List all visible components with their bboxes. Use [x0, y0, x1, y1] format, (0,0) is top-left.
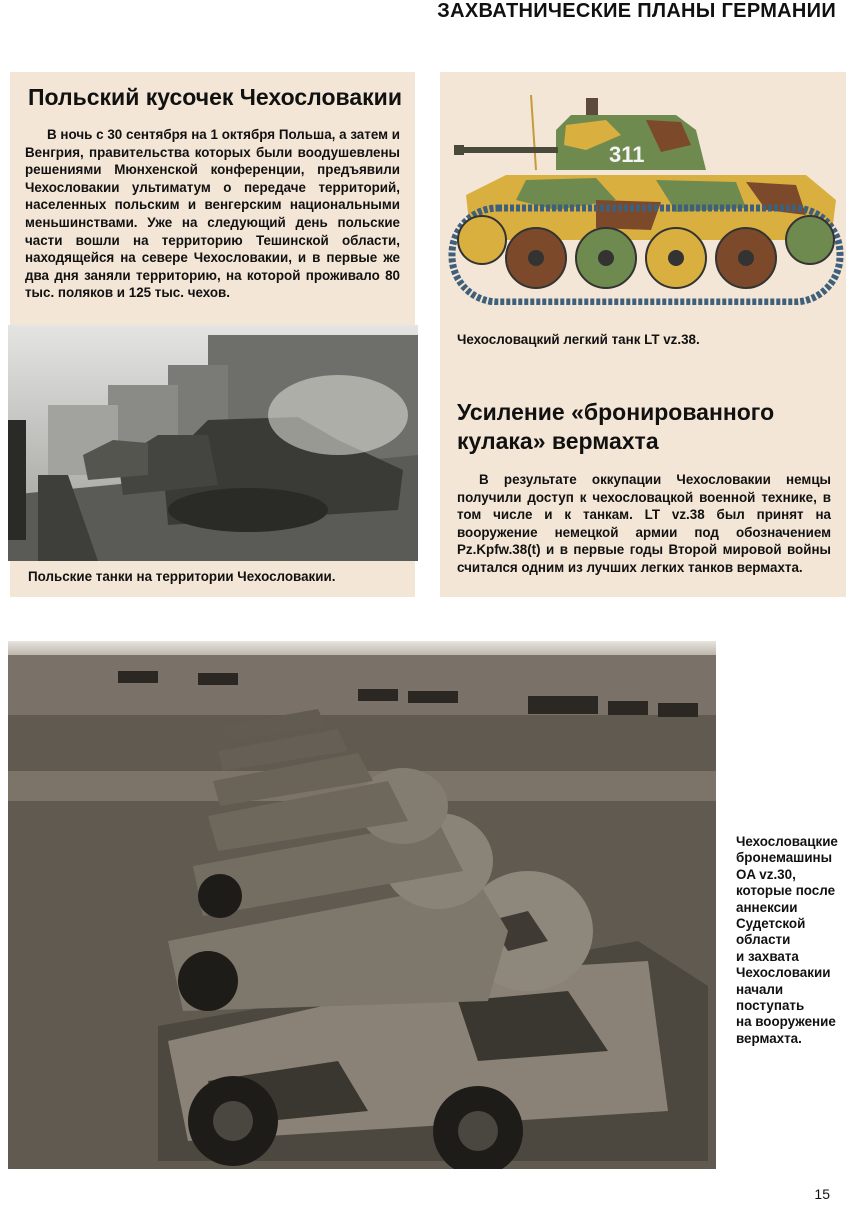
section-body-armored-fist: В результате оккупации Чехословакии немцы получили доступ к чехословацкой военной технике, в том числе и к танкам. LT vz.38 был принят на вооружение немецкой армии под обозначением Pz.Kpfw.38(t) и в первые годы Второй мировой войны считался одним из лучших легких танков вермахта.	[457, 472, 831, 575]
caption-line: вермахта.	[736, 1030, 802, 1046]
caption-line: поступать	[736, 998, 805, 1014]
turret-number: 311	[609, 142, 645, 167]
section-body-polish-piece: В ночь с 30 сентября на 1 октября Польша, а затем и Венгрия, правительства которых были воодушевлены решениями Мюнхенской конференции, предъявили Чехословакии ультиматум о передаче территорий, населенных польским и венгерским национальными меньшинствами. Уже на следующий день польские части вошли на территорию Тешинской области, находящейся на севере Чехословакии, и в первые же два дня заняли территорию, на которой проживало 80 тыс. поляков и 125 тыс. чехов.	[25, 127, 400, 301]
tank-illustration	[446, 90, 844, 305]
polish-tanks-photo	[8, 325, 418, 561]
running-head: ЗАХВАТНИЧЕСКИЕ ПЛАНЫ ГЕРМАНИИ	[437, 0, 836, 22]
caption-line: и захвата	[736, 948, 799, 964]
section-heading-armored-fist: Усиление «бронированного кулака» вермахта	[457, 399, 775, 454]
page-number: 15	[814, 1186, 830, 1202]
armored-cars-photo	[8, 641, 716, 1169]
caption-line: области	[736, 932, 791, 948]
caption-line: Судетской	[736, 916, 806, 932]
caption-line: Чехословацкие	[736, 834, 838, 849]
armored-cars-caption	[736, 834, 851, 1047]
tank-illustration-caption: Чехословацкий легкий танк LT vz.38.	[457, 332, 700, 347]
caption-line: аннексии	[736, 899, 798, 915]
caption-line: начали	[736, 981, 784, 997]
caption-line: Чехословакии	[736, 965, 831, 981]
polish-tanks-caption: Польские танки на территории Чехословакии.	[28, 569, 336, 584]
caption-line: OA vz.30,	[736, 866, 796, 882]
caption-line: бронемашины	[736, 850, 833, 866]
section-heading-polish-piece: Польский кусочек Чехословакии	[28, 84, 402, 110]
caption-line: которые после	[736, 883, 836, 899]
caption-line: на вооружение	[736, 1014, 836, 1030]
